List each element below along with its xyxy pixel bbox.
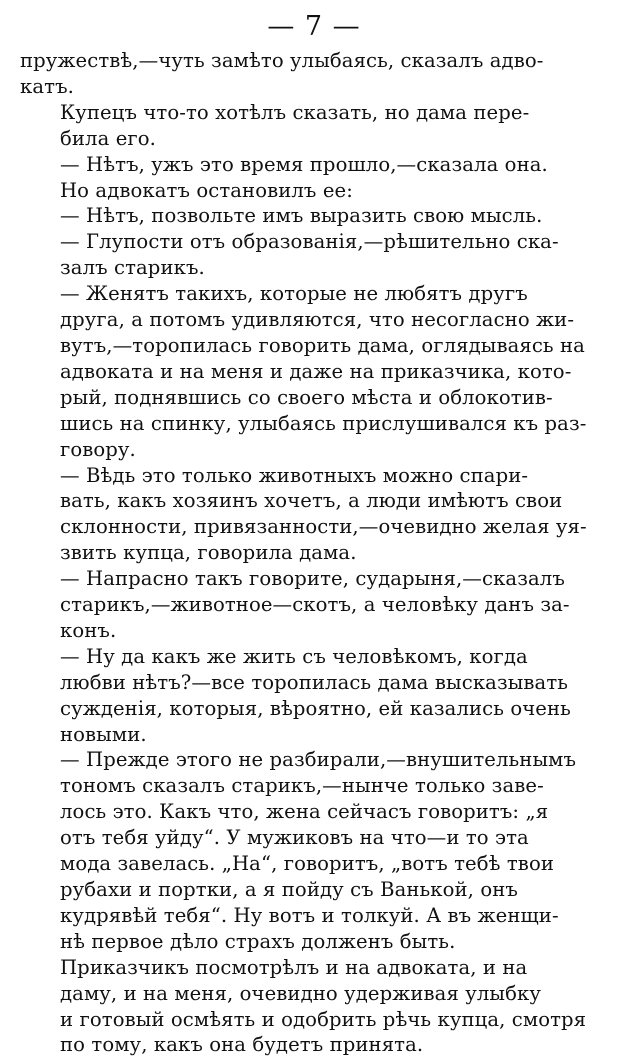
text-line: отъ тебя уйду“. У мужиковъ на что—и то эта	[60, 826, 529, 850]
paragraph	[20, 48, 608, 100]
text-line: новыми.	[60, 722, 147, 746]
page-number: — 7 —	[267, 11, 361, 42]
text-line: звить купца, говорила дама.	[60, 541, 357, 565]
paragraph	[20, 644, 608, 748]
text-line: склонности, привязанности,—очевидно желая уя-	[60, 515, 587, 539]
paragraph	[20, 955, 608, 1058]
text-line: конъ.	[60, 618, 117, 642]
text-line: даму, и на меня, очевидно удерживая улыбку	[60, 981, 541, 1005]
paragraph	[20, 747, 608, 954]
text-line: — Нѣтъ, ужъ это время прошло,—сказала она.	[60, 152, 548, 176]
text-line: Купецъ что-то хотѣлъ сказать, но дама пере-	[60, 100, 530, 124]
paragraph	[20, 229, 608, 281]
text-line: — Женятъ такихъ, которые не любятъ другъ	[60, 282, 528, 306]
text-line: Но адвокатъ остановилъ ее:	[60, 178, 353, 202]
paragraph	[20, 281, 608, 462]
text-line: катъ.	[20, 74, 74, 98]
text-line: — Нѣтъ, позвольте имъ выразить свою мысль.	[60, 204, 543, 228]
paragraph	[20, 203, 608, 229]
paragraph	[20, 152, 608, 204]
text-line: вать, какъ хозяинъ хочетъ, а люди имѣютъ свои	[60, 489, 563, 513]
text-line: друга, а потомъ удивляются, что несогласно жи-	[60, 308, 575, 332]
text-line: залъ старикъ.	[60, 256, 205, 280]
text-line: — Вѣдь это только животныхъ можно спари-	[60, 463, 529, 487]
text-line: мода завелась. „На“, говоритъ, „вотъ тебѣ твои	[60, 852, 554, 876]
text-line: била его.	[60, 126, 156, 150]
text-line: по тому, какъ она будетъ принята.	[60, 1033, 424, 1057]
paragraph	[20, 100, 608, 152]
text-line: лось это. Какъ что, жена сейчасъ говоритъ: „я	[60, 800, 549, 824]
paragraph	[20, 463, 608, 567]
paragraph	[20, 566, 608, 644]
text-line: пружествѣ,—чуть замѣто улыбаясь, сказалъ адво-	[20, 49, 544, 72]
text-line: нѣ первое дѣло страхъ долженъ быть.	[60, 929, 456, 953]
text-line: рубахи и портки, а я пойду съ Ванькой, онъ	[60, 878, 518, 901]
text-line: сужденія, которыя, вѣроятно, ей казались очень	[60, 696, 571, 720]
text-line: Приказчикъ посмотрѣлъ и на адвоката, и на	[60, 955, 528, 979]
text-line: рый, поднявшись со своего мѣста и облокотив-	[60, 385, 553, 409]
text-line: — Глупости отъ образованія,—рѣшительно ска-	[60, 230, 559, 254]
text-line: кудрявѣй тебя“. Ну вотъ и толкуй. А въ женщи-	[60, 903, 559, 927]
text-line: тономъ сказалъ старикъ,—нынче только заве-	[60, 774, 544, 798]
text-line: — Прежде этого не разбирали,—внушительнымъ	[60, 748, 577, 772]
text-line: старикъ,—животное—скотъ, а человѣку данъ за-	[60, 593, 570, 617]
text-line: и готовый осмѣять и одобрить рѣчь купца, смотря	[60, 1007, 587, 1031]
text-line: любви нѣтъ?—все торопилась дама высказывать	[60, 670, 569, 694]
text-line: шись на спинку, улыбаясь прислушивался къ раз-	[60, 411, 587, 435]
text-line: — Напрасно такъ говорите, сударыня,—сказалъ	[60, 567, 565, 591]
text-line: — Ну да какъ же жить съ человѣкомъ, когда	[60, 644, 528, 668]
text-line: адвоката и на меня и даже на приказчика, кото-	[60, 359, 572, 383]
body-text	[20, 48, 608, 1058]
text-line: говору.	[60, 437, 136, 461]
text-line: вутъ,—торопилась говорить дама, оглядываясь на	[60, 333, 585, 357]
